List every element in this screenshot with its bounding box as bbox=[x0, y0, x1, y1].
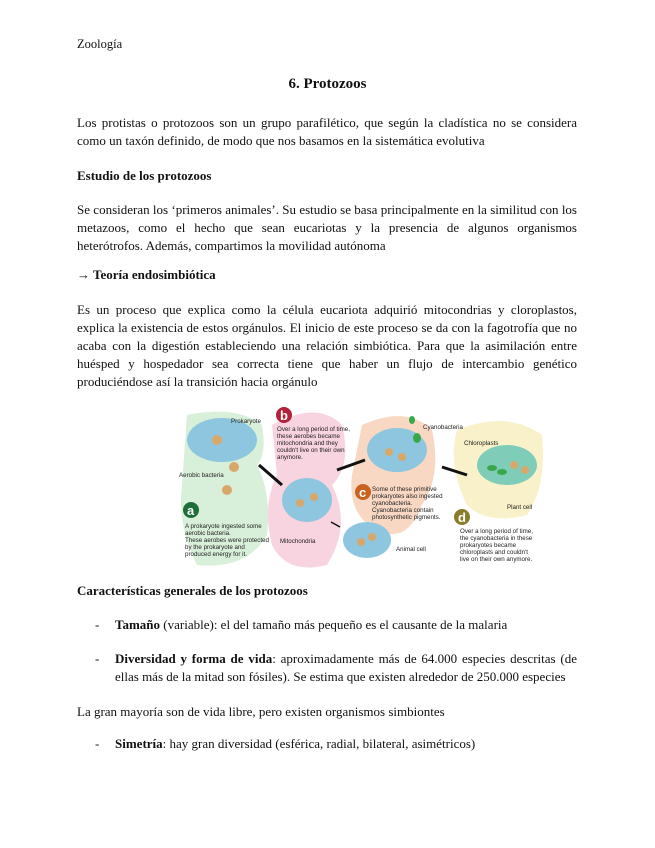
svg-text:mitochondria and they: mitochondria and they bbox=[277, 440, 338, 447]
svg-text:anymore.: anymore. bbox=[277, 454, 303, 461]
intro-paragraph: Los protistas o protozoos son un grupo parafilético, que según la cladística no se considera como un taxón definido, de modo que nos basamos en la sistemática evolutiva bbox=[77, 115, 577, 148]
caption-a bbox=[185, 523, 269, 558]
svg-text:Some of these primitive: Some of these primitive bbox=[372, 486, 437, 493]
svg-text:c: c bbox=[359, 485, 367, 500]
svg-text:photosynthetic pigments.: photosynthetic pigments. bbox=[372, 514, 441, 521]
svg-text:These aerobes were protected: These aerobes were protected bbox=[185, 537, 269, 544]
svg-text:live on their own anymore.: live on their own anymore. bbox=[460, 556, 533, 563]
label-mitochondria: Mitochondria bbox=[280, 538, 316, 545]
label-plant: Plant cell bbox=[507, 504, 533, 511]
svg-text:prokaryotes also ingested: prokaryotes also ingested bbox=[372, 493, 443, 500]
svg-text:Over a long period of time,: Over a long period of time, bbox=[277, 426, 350, 433]
label-aerobic: Aerobic bacteria bbox=[179, 472, 224, 479]
vida-libre-paragraph: La gran mayoría son de vida libre, pero existen organismos simbiontes bbox=[77, 704, 445, 719]
svg-text:a: a bbox=[187, 503, 195, 518]
bullet-term: Tamaño bbox=[115, 617, 161, 632]
svg-text:A prokaryote ingested some: A prokaryote ingested some bbox=[185, 523, 262, 530]
svg-text:Over a long period of time,: Over a long period of time, bbox=[460, 528, 533, 535]
svg-text:chloroplasts and couldn't: chloroplasts and couldn't bbox=[460, 549, 528, 556]
page-title: 6. Protozoos bbox=[288, 76, 367, 92]
heading-estudio: Estudio de los protozoos bbox=[77, 168, 212, 183]
label-animal: Animal cell bbox=[396, 546, 426, 553]
caption-d bbox=[460, 528, 533, 563]
svg-text:couldn't live on their own: couldn't live on their own bbox=[277, 447, 345, 454]
bullet-tamano: - Tamaño (variable): el del tamaño más pequeño es el causante de la malaria bbox=[95, 617, 508, 632]
svg-text:cyanobacteria.: cyanobacteria. bbox=[372, 500, 413, 507]
label-prokaryote: Prokaryote bbox=[231, 418, 261, 425]
bullet-diversidad: - Diversidad y forma de vida: aproximadamente más de 64.000 especies descritas (de ellas más de la mitad son fósiles). Se estima que existen alrededor de 250.000 especies bbox=[95, 651, 577, 684]
estudio-paragraph: Se consideran los ‘primeros animales’. Su estudio se basa principalmente en la similitud con los metazoos, como el hecho que sean eucariotas y la presencia de algunos organismos heterótrofos. Además, compartimos la movilidad autónoma bbox=[77, 202, 577, 253]
mitochondria-cell bbox=[282, 478, 332, 522]
heading-teoria: → Teoría endosimbiótica bbox=[77, 267, 216, 282]
svg-text:these aerobes became: these aerobes became bbox=[277, 433, 340, 440]
svg-text:produced energy for it.: produced energy for it. bbox=[185, 551, 247, 558]
animal-cell bbox=[343, 522, 391, 558]
svg-text:the cyanobacteria in these: the cyanobacteria in these bbox=[460, 535, 533, 542]
plant-cell bbox=[477, 445, 537, 485]
svg-text:d: d bbox=[458, 510, 466, 525]
svg-text:b: b bbox=[280, 408, 288, 423]
svg-text:prokaryotes became: prokaryotes became bbox=[460, 542, 517, 549]
svg-text:by the prokaryote and: by the prokaryote and bbox=[185, 544, 245, 551]
bullet-simetria: - Simetría: hay gran diversidad (esférica, radial, bilateral, asimétricos) bbox=[95, 736, 476, 751]
svg-text:Cyanobacteria contain: Cyanobacteria contain bbox=[372, 507, 434, 514]
label-chloroplasts: Chloroplasts bbox=[464, 440, 499, 447]
bullet-term: Diversidad y forma de vida bbox=[115, 651, 273, 666]
teoria-paragraph: Es un proceso que explica como la célula eucariota adquirió mitocondrias y cloroplastos, explica la existencia de estos orgánulos. El inicio de este proceso se da con la fagotrofía que no acaba con la digestión estableciendo una relación simbiótica. Para que la asimilación entre huésped y hospedador sea correcta tiene que haber un flujo de intercambio genético produciéndose así la transición hacia orgánulo bbox=[77, 302, 577, 389]
svg-text:aerobic bacteria.: aerobic bacteria. bbox=[185, 530, 231, 537]
page-header: Zoología bbox=[77, 37, 123, 51]
endosymbiosis-figure bbox=[177, 405, 547, 575]
heading-caracteristicas: Características generales de los protozoos bbox=[77, 583, 308, 598]
label-cyano: Cyanobacteria bbox=[423, 424, 463, 431]
caption-c bbox=[372, 486, 443, 521]
bullet-term: Simetría bbox=[115, 736, 163, 751]
